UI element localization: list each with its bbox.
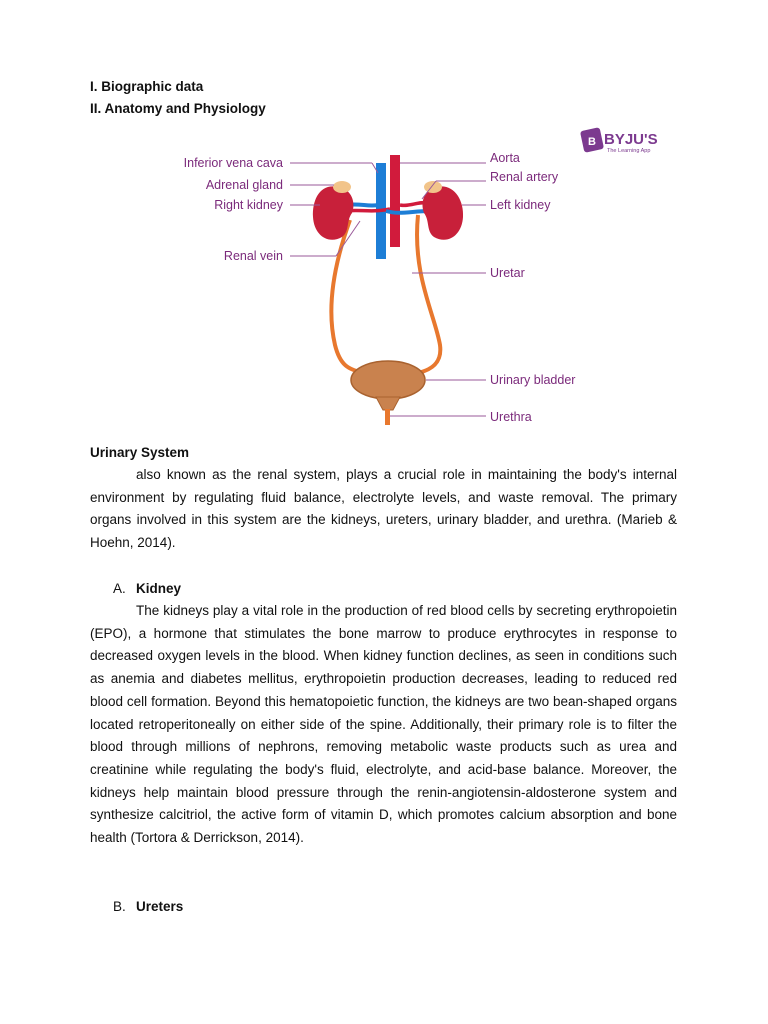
left-adrenal-gland	[424, 181, 442, 193]
logo-brand: BYJU'S	[604, 131, 658, 148]
section-kidney-heading	[113, 580, 181, 598]
label-right-kidney: Right kidney	[214, 198, 283, 212]
heading-anatomy-physiology: II. Anatomy and Physiology	[90, 101, 266, 116]
label-inferior-vena-cava: Inferior vena cava	[183, 156, 283, 170]
label-urinary-bladder: Urinary bladder	[490, 373, 576, 387]
urinary-system-text: also known as the renal system, plays a crucial role in maintaining the body's internal environment by regulating fluid balance, electrolyte levels, and waste removal. The primary organs involved in this system are the kidneys, ureters, urinary bladder, and urethra. (Marieb & Hoehn, 2014).	[90, 467, 677, 551]
section-kidney-title: Kidney	[136, 581, 182, 596]
kidney-paragraph	[90, 600, 677, 850]
logo-mark: B	[588, 136, 596, 148]
urinary-system-diagram	[150, 125, 690, 435]
urethra	[385, 409, 390, 425]
section-letter-a: A.	[113, 581, 126, 596]
label-adrenal-gland: Adrenal gland	[205, 178, 283, 192]
right-ureter	[331, 220, 365, 373]
urinary-system-paragraph	[90, 464, 677, 555]
left-ureter	[417, 215, 440, 373]
heading-biographic-data: I. Biographic data	[90, 79, 204, 94]
byjus-logo	[580, 127, 658, 154]
kidney-text: The kidneys play a vital role in the production of red blood cells by secreting erythropoietin (EPO), a hormone that stimulates the bone marrow to produce erythrocytes in response to decreased oxygen levels in the blood. When kidney function declines, as seen in conditions such as anemia and diabetes mellitus, erythropoietin production decreases, leading to reduced red blood cell formation. Beyond this hematopoietic function, the kidneys are two bean-shaped organs located retroperitoneally on either side of the spine. Additionally, their primary role is to filter the blood through millions of nephrons, removing metabolic waste products such as urea and creatinine while regulating the body's fluid, electrolyte, and acid-base balance. Moreover, the kidneys help maintain blood pressure through the renin-angiotensin-aldosterone system and synthesize calcitriol, the active form of vitamin D, which promotes calcium absorption and bone health (Tortora & Derrickson, 2014).	[90, 603, 677, 846]
urinary-system-title: Urinary System	[90, 445, 190, 460]
label-ureter: Uretar	[490, 266, 525, 280]
right-adrenal-gland	[333, 181, 351, 193]
label-urethra: Urethra	[490, 410, 532, 424]
section-ureters-title: Ureters	[136, 899, 184, 914]
urinary-bladder	[351, 361, 425, 399]
aorta	[390, 155, 400, 247]
left-kidney	[423, 186, 464, 239]
section-letter-b: B.	[113, 899, 126, 914]
label-renal-artery: Renal artery	[490, 170, 559, 184]
label-renal-vein: Renal vein	[223, 249, 283, 263]
label-left-kidney: Left kidney	[490, 198, 551, 212]
logo-tagline: The Learning App	[607, 148, 651, 154]
urethra-top	[376, 397, 400, 410]
section-ureters-heading	[113, 898, 183, 916]
label-aorta: Aorta	[490, 151, 520, 165]
